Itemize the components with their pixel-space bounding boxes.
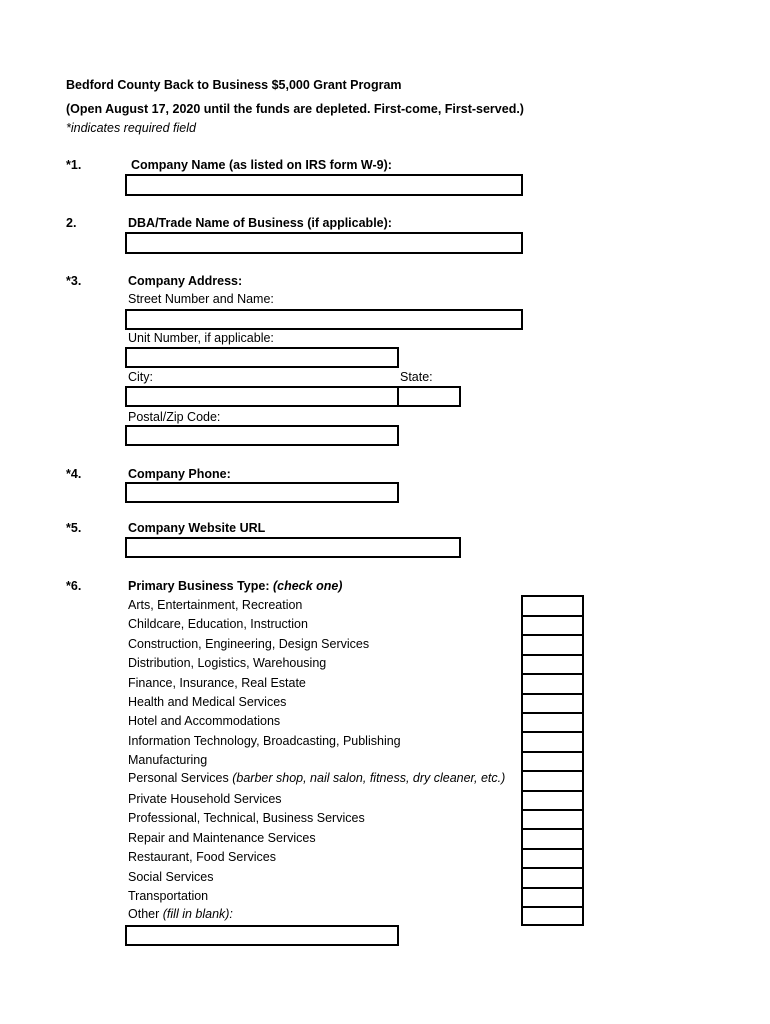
business-type-option: Arts, Entertainment, Recreation: [128, 598, 303, 612]
form-title: Bedford County Back to Business $5,000 Grant Program: [66, 78, 402, 92]
business-type-checkbox[interactable]: [521, 867, 584, 887]
q1-number: *1.: [66, 158, 82, 172]
business-type-option: Health and Medical Services: [128, 695, 287, 709]
business-type-option: Manufacturing: [128, 753, 208, 767]
business-type-checkbox[interactable]: [521, 731, 584, 751]
business-type-option: [128, 906, 233, 922]
business-type-checkbox[interactable]: [521, 751, 584, 770]
business-type-option: Distribution, Logistics, Warehousing: [128, 656, 327, 670]
personal-services-label: Personal Services: [128, 771, 229, 785]
business-type-checkbox[interactable]: [521, 828, 584, 848]
q6-label-text: Primary Business Type:: [128, 579, 270, 593]
company-name-field[interactable]: [125, 174, 523, 196]
business-type-checkbox[interactable]: [521, 634, 584, 654]
business-type-checkbox[interactable]: [521, 790, 584, 809]
business-type-checkbox[interactable]: [521, 906, 584, 926]
business-type-option: Childcare, Education, Instruction: [128, 617, 308, 631]
business-type-option: Restaurant, Food Services: [128, 850, 276, 864]
q6-label: [128, 578, 342, 594]
business-type-checkbox[interactable]: [521, 673, 584, 693]
q2-number: 2.: [66, 216, 77, 230]
business-type-option: Repair and Maintenance Services: [128, 831, 316, 845]
business-type-checkbox[interactable]: [521, 595, 584, 615]
unit-label: Unit Number, if applicable:: [128, 331, 274, 345]
business-type-checkbox[interactable]: [521, 712, 584, 731]
other-label: Other: [128, 907, 160, 921]
form-subtitle: (Open August 17, 2020 until the funds are depleted. First-come, First-served.): [66, 102, 524, 116]
street-field[interactable]: [125, 309, 523, 330]
dba-name-field[interactable]: [125, 232, 523, 254]
business-type-option: Social Services: [128, 870, 214, 884]
q4-label: Company Phone:: [128, 467, 231, 481]
q4-number: *4.: [66, 467, 82, 481]
q2-label: DBA/Trade Name of Business (if applicable):: [128, 216, 392, 230]
q6-number: *6.: [66, 579, 82, 593]
business-type-checkbox[interactable]: [521, 887, 584, 906]
personal-services-note: (barber shop, nail salon, fitness, dry cleaner, etc.): [232, 771, 506, 785]
phone-field[interactable]: [125, 482, 399, 503]
unit-field[interactable]: [125, 347, 399, 368]
q5-label: Company Website URL: [128, 521, 266, 535]
business-type-option: Construction, Engineering, Design Services: [128, 637, 370, 651]
business-type-checkbox[interactable]: [521, 848, 584, 867]
state-label: State:: [400, 370, 433, 384]
business-type-option: Information Technology, Broadcasting, Publishing: [128, 734, 401, 748]
other-note: (fill in blank):: [162, 907, 233, 921]
business-type-option: Transportation: [128, 889, 209, 903]
website-field[interactable]: [125, 537, 461, 558]
city-field[interactable]: [125, 386, 399, 407]
q3-label: Company Address:: [128, 274, 243, 288]
business-type-option: Hotel and Accommodations: [128, 714, 281, 728]
business-type-checkbox[interactable]: [521, 693, 584, 712]
business-type-option: Private Household Services: [128, 792, 282, 806]
other-business-type-field[interactable]: [125, 925, 399, 946]
business-type-option: Professional, Technical, Business Services: [128, 811, 365, 825]
business-type-checkbox[interactable]: [521, 615, 584, 634]
q6-label-note: (check one): [272, 579, 343, 593]
zip-label: Postal/Zip Code:: [128, 410, 221, 424]
q3-number: *3.: [66, 274, 82, 288]
business-type-option: Finance, Insurance, Real Estate: [128, 676, 306, 690]
street-label: Street Number and Name:: [128, 292, 274, 306]
zip-field[interactable]: [125, 425, 399, 446]
required-note: *indicates required field: [66, 121, 196, 135]
business-type-checkbox[interactable]: [521, 654, 584, 673]
business-type-option: [128, 770, 505, 786]
business-type-checkbox[interactable]: [521, 809, 584, 828]
q5-number: *5.: [66, 521, 82, 535]
state-field[interactable]: [397, 386, 461, 407]
business-type-checkbox[interactable]: [521, 770, 584, 790]
q1-label: Company Name (as listed on IRS form W-9):: [131, 158, 392, 172]
city-label: City:: [128, 370, 153, 384]
